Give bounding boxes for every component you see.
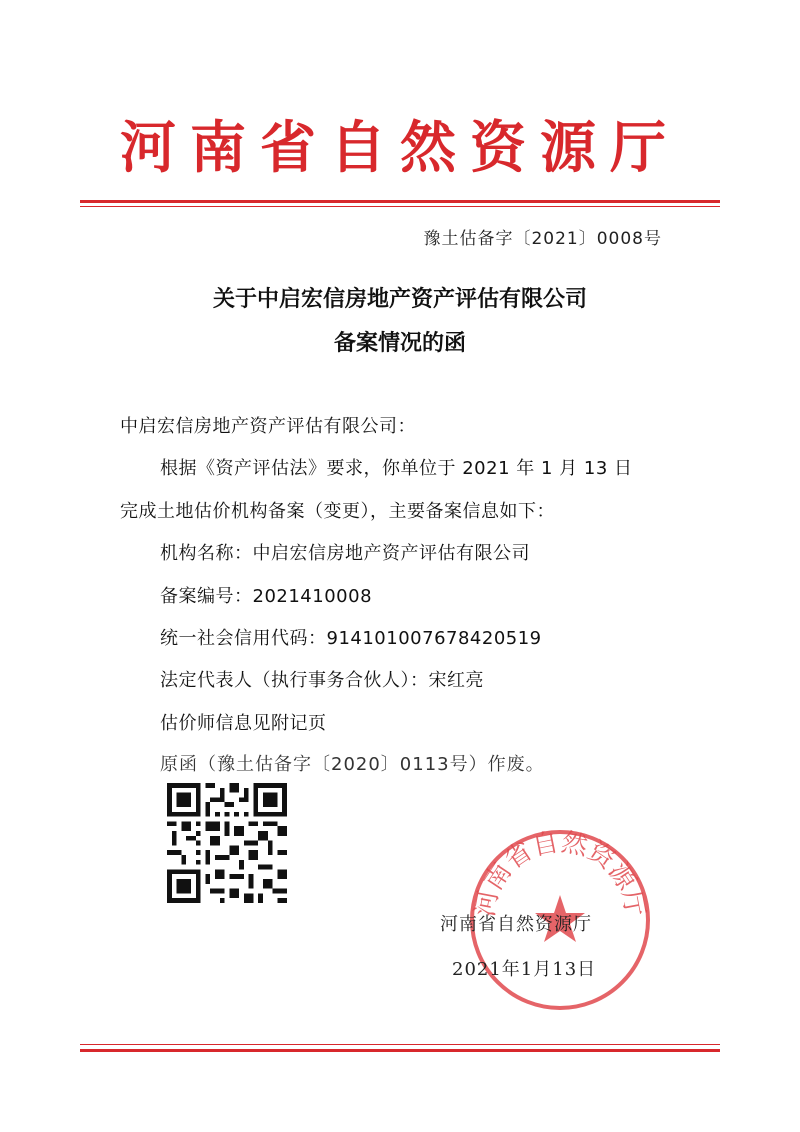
signature-date: 2021年1月13日: [452, 959, 597, 980]
body-paragraph-1: 根据《资产评估法》要求，你单位于 2021 年 1 月 13 日: [160, 458, 633, 479]
void-notice-line: 原函（豫土估备字〔2020〕0113号）作废。: [160, 754, 545, 775]
legal-representative-line: 法定代表人（执行事务合伙人）：宋红亮: [160, 670, 484, 691]
org-name-line: 机构名称：中启宏信房地产资产评估有限公司: [160, 543, 530, 564]
salutation: 中启宏信房地产资产评估有限公司：: [120, 416, 416, 437]
footer-rule-thin: [80, 1044, 720, 1045]
body-paragraph-1-continued: 完成土地估价机构备案（变更），主要备案信息如下：: [120, 501, 555, 522]
issuer-masthead: 河南省自然资源厅: [120, 115, 680, 181]
credit-code-line: 统一社会信用代码：914101007678420519: [160, 628, 542, 649]
signature-issuer: 河南省自然资源厅: [440, 914, 592, 935]
masthead-rule-thick: [80, 200, 720, 203]
footer-rule-thick: [80, 1049, 720, 1052]
letter-title-line1: 关于中启宏信房地产资产评估有限公司: [212, 286, 587, 312]
record-number-line: 备案编号：2021410008: [160, 586, 373, 607]
document-number: 豫土估备字〔2021〕0008号: [423, 229, 662, 249]
letter-title-line2: 备案情况的函: [333, 330, 466, 356]
masthead-rule-thin: [80, 206, 720, 207]
seal-text: 河南省自然资源厅: [470, 827, 650, 920]
qr-code-icon: [163, 783, 291, 903]
appraiser-info-line: 估价师信息见附记页: [160, 713, 327, 734]
